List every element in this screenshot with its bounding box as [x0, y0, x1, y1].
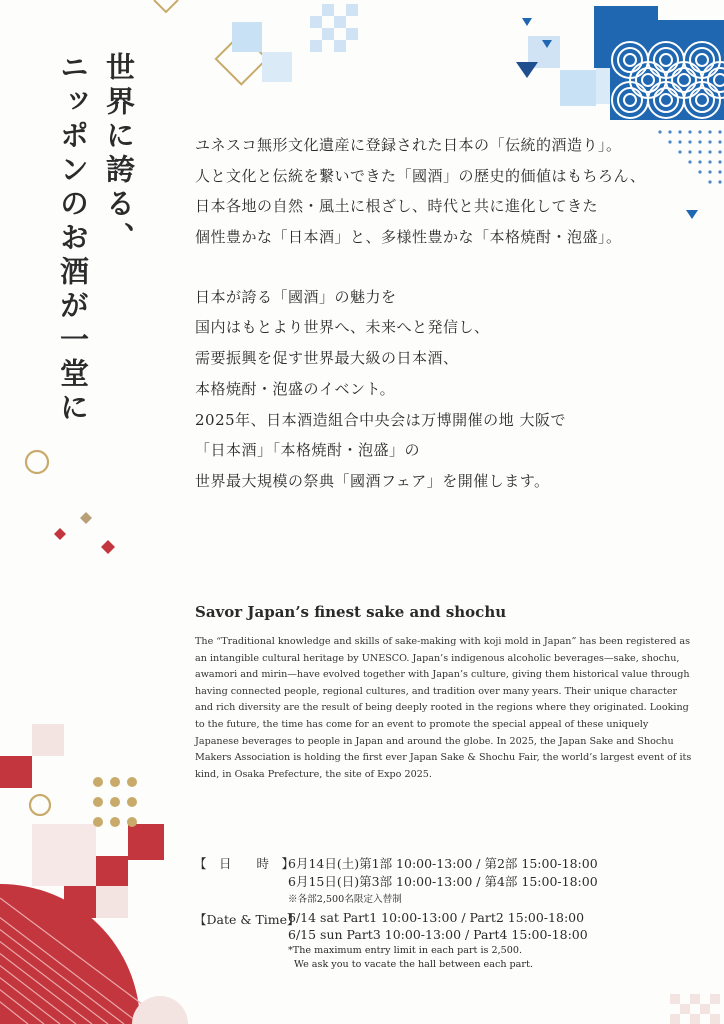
jp-line: 国内はもとより世界へ、未来へと発信し、 [195, 318, 490, 337]
jp-line: 本格焼酎・泡盛のイベント。 [195, 379, 396, 398]
bottom-right-pattern [664, 980, 724, 1024]
jp-line: 需要振興を促す世界最大級の日本酒、 [195, 349, 459, 368]
schedule-jp-line1: 6月14日(土)第1部 10:00-13:00 / 第2部 15:00-18:00 [288, 856, 598, 871]
top-center-pattern [150, 0, 380, 100]
japanese-body [195, 130, 685, 497]
schedule-en-line2: 6/15 sun Part3 10:00-13:00 / Part4 15:00-18:00 [288, 927, 588, 942]
jp-line: 個性豊かな「日本酒」と、多様性豊かな「本格焼酎・泡盛」。 [195, 228, 622, 247]
english-heading: Savor Japan’s finest sake and shochu [195, 603, 507, 621]
jp-line: 日本各地の自然・風土に根ざし、時代と共に進化してきた [195, 197, 599, 216]
jp-line: 日本が誇る「國酒」の魅力を [195, 287, 397, 306]
bottom-left-pattern [0, 710, 190, 1024]
schedule-jp-note: ※各部2,500名限定入替制 [288, 894, 402, 905]
schedule-en-line1: 6/14 sat Part1 10:00-13:00 / Part2 15:00-18:00 [288, 910, 585, 925]
jp-line: 人と文化と伝統を繋いできた「國酒」の歴史的価値はもちろん、 [195, 166, 646, 185]
schedule-jp-label: 【 日 時 】 [194, 856, 295, 871]
vertical-title-line2: ニッポンのお酒が一堂に [56, 52, 90, 426]
schedule-jp-line2: 6月15日(日)第3部 10:00-13:00 / 第4部 15:00-18:00 [288, 874, 598, 889]
schedule-en-label: 【Date & Time】 [194, 912, 300, 927]
schedule-en-note2: We ask you to vacate the hall between each part. [294, 959, 533, 970]
jp-line: 2025年、日本酒造組合中央会は万博開催の地 大阪で [195, 410, 566, 429]
jp-line: 「日本酒」「本格焼酎・泡盛」の [195, 441, 421, 460]
schedule-en-note1: *The maximum entry limit in each part is 2,500. [288, 945, 522, 956]
jp-line: 世界最大規模の祭典「國酒フェア」を開催します。 [195, 471, 550, 490]
vertical-title-line1: 世界に誇る、 [102, 52, 136, 256]
english-body: The “Traditional knowledge and skills of sake-making with koji mold in Japan” has been registered as an intangible cultural heritage by UNESCO. Japan’s indigenous alcoholic beverages—sake, shochu, awamori and mirin—have evolved together with Japan’s culture, giving them historical value through having connected people, regional cultures, and tradition over many years. Their unique character and rich diversity are the result of being deeply rooted in the regions where they originated. Looking to the future, the time has come for an event to promote the special appeal of these uniquely Japanese beverages to people in Japan and around the globe. In 2025, the Japan Sake and Shochu Makers Association is holding the first ever Japan Sake & Shochu Fair, the world’s largest event of its kind, in Osaka Prefecture, the site of Expo 2025. [195, 636, 692, 780]
left-mid-ornaments [20, 440, 130, 570]
jp-line: ユネスコ無形文化遺産に登録された日本の「伝統的酒造り」。 [195, 136, 622, 154]
